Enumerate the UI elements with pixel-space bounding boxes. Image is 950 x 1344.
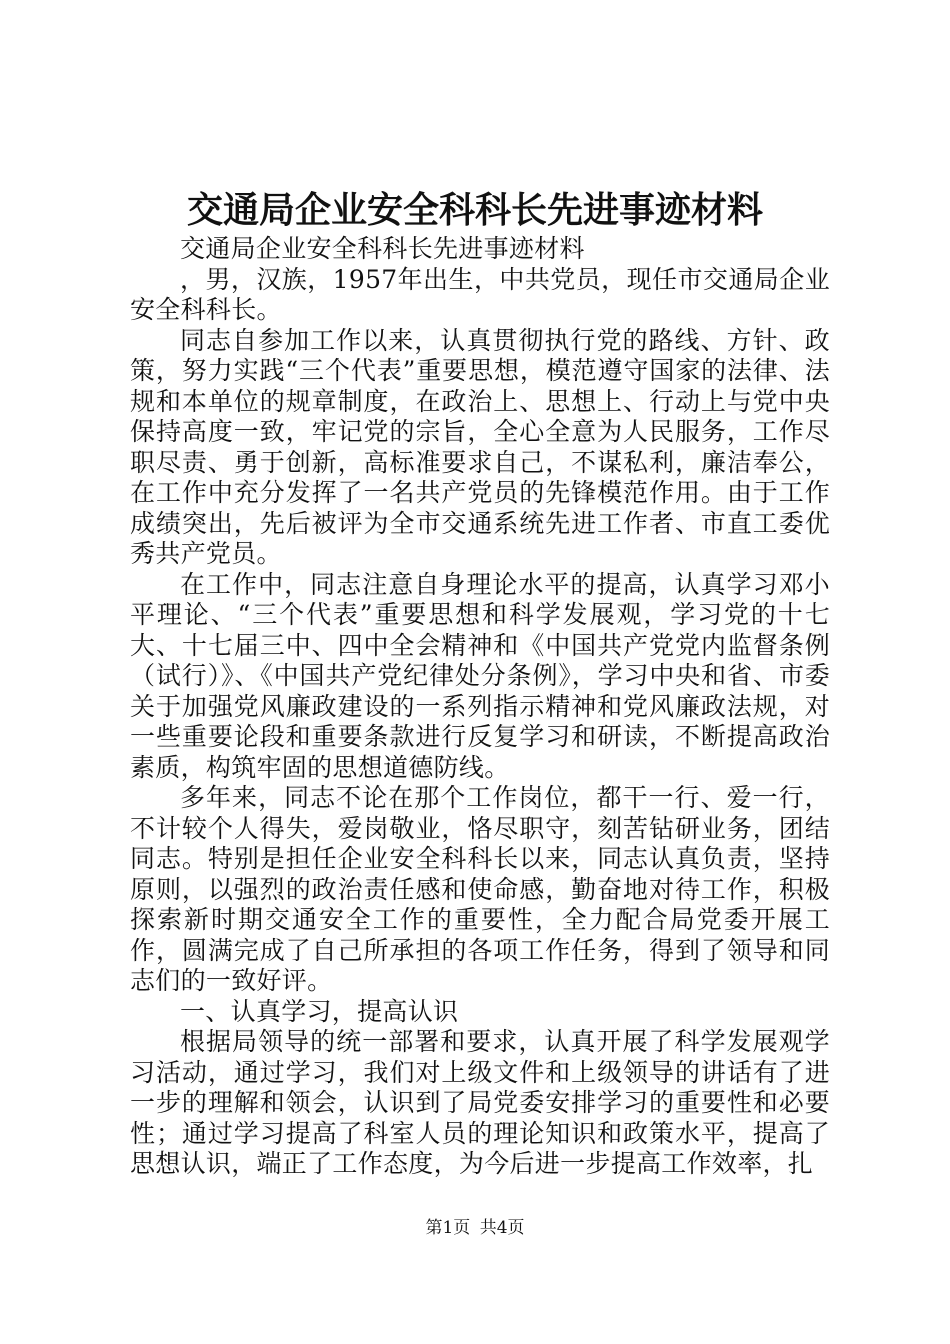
paragraph-overview: 同志自参加工作以来，认真贯彻执行党的路线、方针、政策，努力实践“三个代表”重要思想，模范遵守国家的法律、法规和本单位的规章制度，在政治上、思想上、行动上与党中央保持高度一致，牢记党的宗旨，全心全意为人民服务，工作尽职尽责、勇于创新，高标准要求自己，不谋私利，廉洁奉公，在工作中充分发挥了一名共产党员的先锋模范作用。由于工作成绩突出，先后被评为全市交通系统先进工作者、市直工委优秀共产党员。 (130, 325, 830, 568)
paragraph-study-activities: 根据局领导的统一部署和要求，认真开展了科学发展观学习活动，通过学习，我们对上级文件和上级领导的讲话有了进一步的理解和领会，认识到了局党委安排学习的重要性和必要性；通过学习提高了科室人员的理论知识和政策水平，提高了思想认识，端正了工作态度，为今后进一步提高工作效率，扎 (130, 1027, 830, 1178)
paragraph-intro: ，男，汉族，1957年出生，中共党员，现任市交通局企业安全科科长。 (130, 264, 830, 324)
page-number: 第1页 (425, 1218, 471, 1238)
paragraph-subtitle: 交通局企业安全科科长先进事迹材料 (180, 234, 585, 263)
document-body (130, 234, 830, 1180)
paragraph-theory-study: 在工作中，同志注意自身理论水平的提高，认真学习邓小平理论、“三个代表”重要思想和科学发展观，学习党的十七大、十七届三中、四中全会精神和《中国共产党党内监督条例（试行）》、《中国共产党纪律处分条例》，学习中央和省、市委关于加强党风廉政建设的一系列指示精神和党风廉政法规，对一些重要论段和重要条款进行反复学习和研读，不断提高政治素质，构筑牢固的思想道德防线。 (130, 569, 830, 782)
document-title: 交通局企业安全科科长先进事迹材料 (186, 189, 763, 231)
paragraph-dedication: 多年来，同志不论在那个工作岗位，都干一行、爱一行，不计较个人得失，爱岗敬业，恪尽职守，刻苦钻研业务，团结同志。特别是担任企业安全科科长以来，同志认真负责，坚持原则，以强烈的政治责任感和使命感，勤奋地对待工作，积极探索新时期交通安全工作的重要性，全力配合局党委开展工作，圆满完成了自己所承担的各项工作任务，得到了领导和同志们的一致好评。 (130, 783, 830, 995)
page-total: 共4页 (479, 1218, 525, 1238)
page-footer (0, 1217, 950, 1239)
section-heading-1: 一、认真学习，提高认识 (180, 996, 459, 1026)
